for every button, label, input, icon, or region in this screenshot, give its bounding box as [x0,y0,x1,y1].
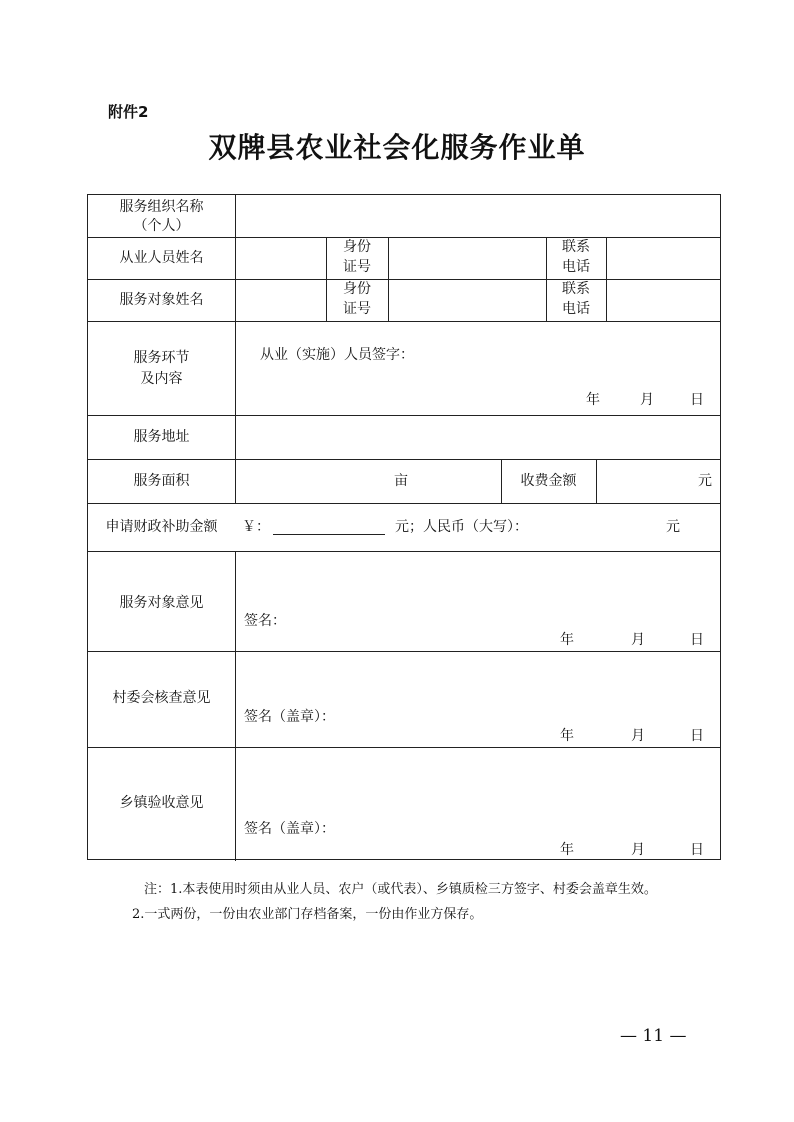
client-signature-label: 签名： [244,613,286,629]
fee-unit: 元 [698,473,712,489]
worker-phone-field[interactable] [608,239,718,277]
client-id-label-sub: 证号 [343,301,371,317]
date-day: 日 [690,392,704,408]
column-divider [388,237,389,321]
client-phone-label: 联系 [562,281,590,297]
subsidy-capital-label: 元；人民币（大写）： [395,519,528,535]
client-name-field[interactable] [237,281,325,319]
town-opinion-label: 乡镇验收意见 [119,795,204,811]
worker-phone-label-sub: 电话 [562,259,590,275]
client-opinion-label: 服务对象意见 [119,595,204,611]
date-year: 年 [560,728,574,744]
row-divider [88,321,720,322]
subsidy-unit: 元 [666,519,680,535]
client-name-label: 服务对象姓名 [119,292,204,308]
worker-id-field[interactable] [390,239,545,277]
org-name-label: 服务组织名称 [119,199,204,215]
subsidy-label: 申请财政补助金额 [105,519,218,535]
date-day: 日 [690,842,704,858]
date-year: 年 [560,632,574,648]
notes [120,878,710,926]
row-divider [88,747,720,748]
village-opinion-label: 村委会核查意见 [112,690,211,706]
row-divider [88,503,720,504]
note-2: 2.一式两份，一份由农业部门存档备案，一份由作业方保存。 [132,907,483,922]
date-month: 月 [631,728,645,744]
row-divider [88,279,720,280]
client-id-field[interactable] [390,281,545,319]
service-area-label: 服务面积 [133,473,190,489]
row-divider [88,415,720,416]
date-month: 月 [640,392,654,408]
subsidy-amount-blank[interactable] [273,534,385,535]
attachment-label: 附件2 [108,103,149,121]
form-title: 双牌县农业社会化服务作业单 [208,131,586,164]
date-year: 年 [560,842,574,858]
org-name-field[interactable] [237,197,717,235]
worker-phone-label: 联系 [562,239,590,255]
village-signature-label: 签名（盖章）： [244,709,335,725]
row-divider [88,651,720,652]
page-number: — 11 — [620,1026,687,1046]
row-divider [88,551,720,552]
client-phone-label-sub: 电话 [562,301,590,317]
date-day: 日 [690,728,704,744]
date-month: 月 [631,632,645,648]
service-content-label: 服务环节 [133,350,190,366]
column-divider [606,237,607,321]
date-year: 年 [586,392,600,408]
client-phone-field[interactable] [608,281,718,319]
service-form-table [87,194,721,860]
note-1: 注：1.本表使用时须由从业人员、农户（或代表）、乡镇质检三方签字、村委会盖章生效。 [144,882,657,897]
worker-name-label: 从业人员姓名 [119,250,204,266]
worker-signature-label: 从业（实施）人员签字： [260,347,414,363]
org-name-label-sub: （个人） [133,218,190,234]
service-address-field[interactable] [237,417,717,457]
area-unit: 亩 [394,473,408,489]
worker-id-label-sub: 证号 [343,259,371,275]
fee-label: 收费金额 [520,473,577,489]
date-day: 日 [690,632,704,648]
worker-id-label: 身份 [343,239,371,255]
service-address-label: 服务地址 [133,429,190,445]
subsidy-yen: ￥： [242,519,270,535]
row-divider [88,237,720,238]
column-divider [235,551,236,861]
town-signature-label: 签名（盖章）： [244,821,335,837]
column-divider [596,459,597,503]
service-content-label-sub: 及内容 [140,371,183,387]
date-month: 月 [631,842,645,858]
row-divider [88,459,720,460]
client-id-label: 身份 [343,281,371,297]
column-divider [235,195,236,503]
worker-name-field[interactable] [237,239,325,277]
